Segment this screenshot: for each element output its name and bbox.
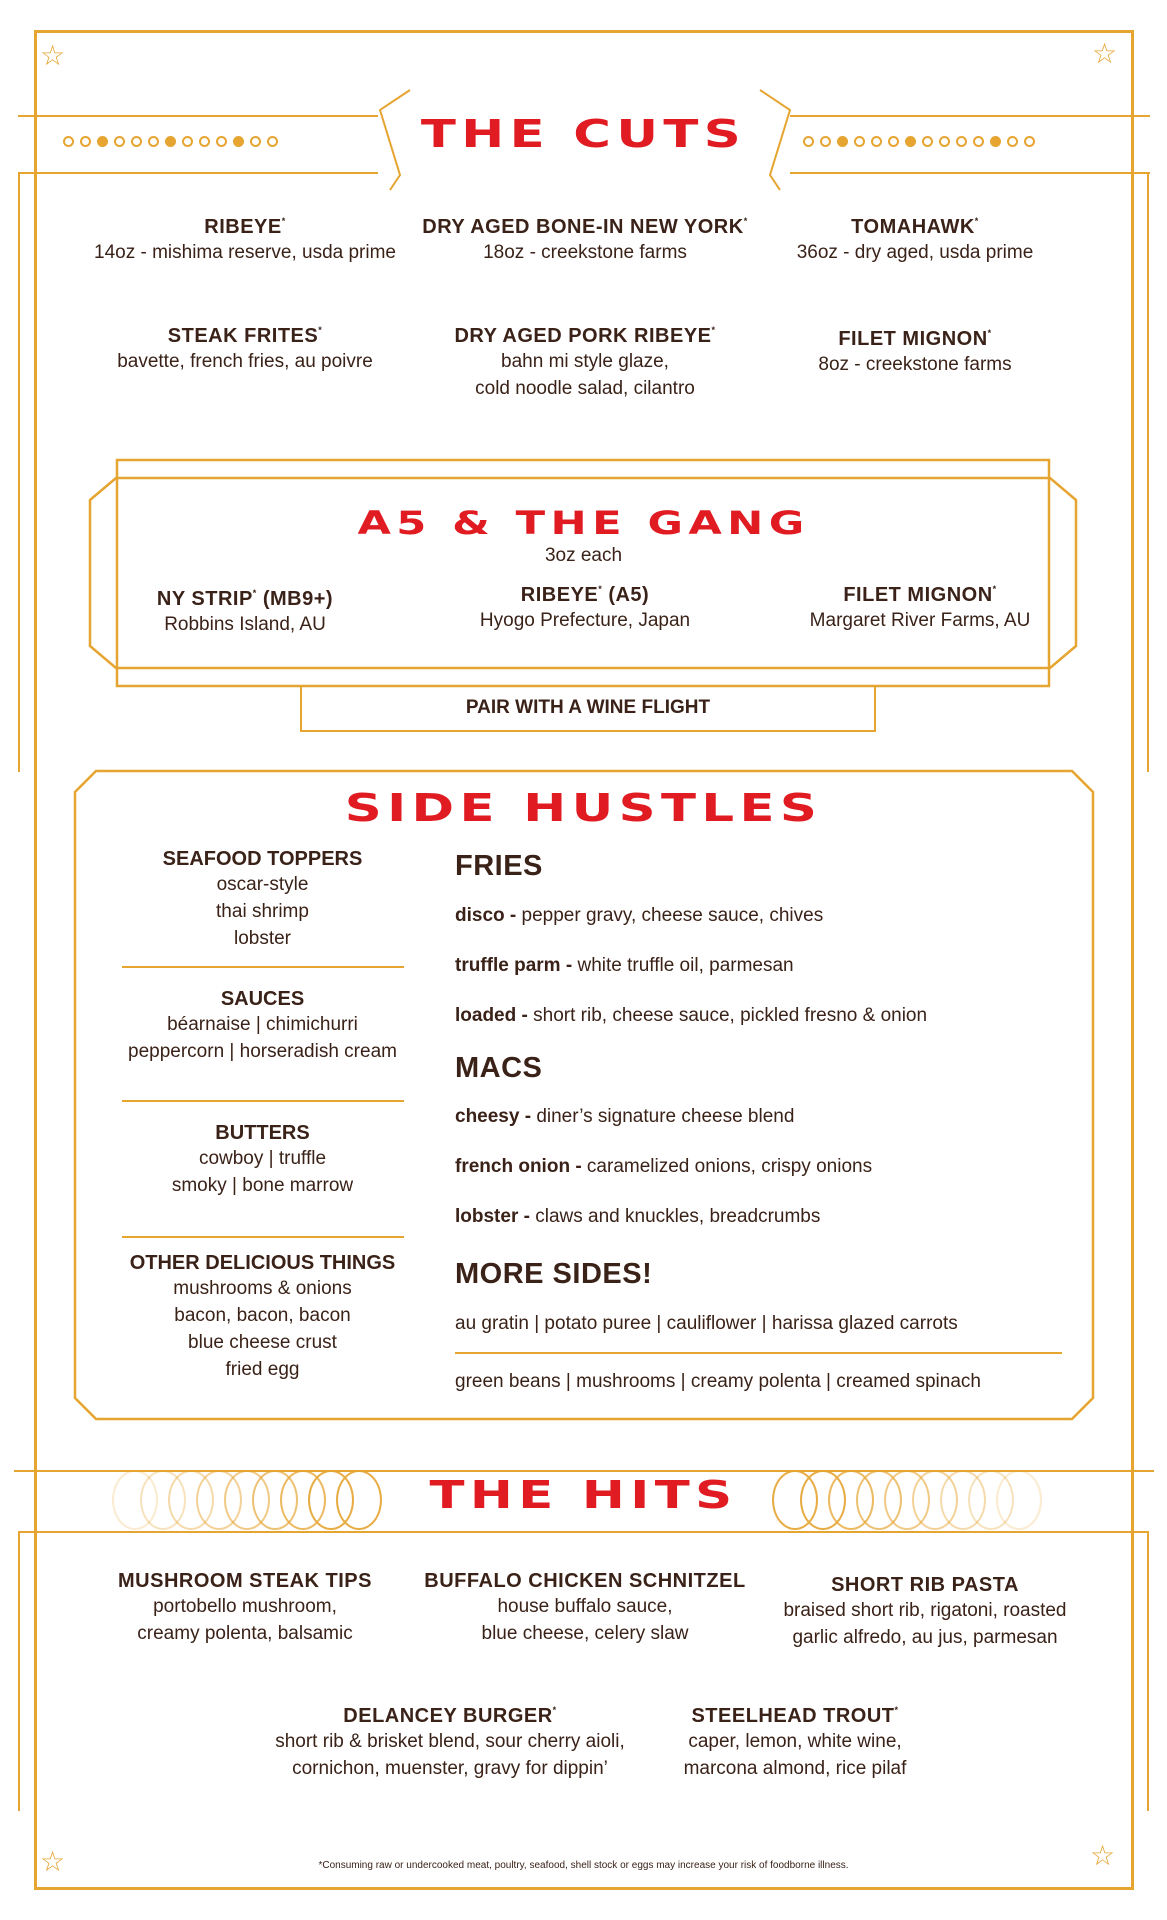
seafood-line: lobster	[233, 928, 292, 949]
gang-desc: Hyogo Prefecture, Japan	[479, 610, 691, 631]
frame-right	[1131, 30, 1134, 1890]
other-things-heading: OTHER DELICIOUS THINGS	[129, 1252, 396, 1274]
hits-rule-left	[18, 1531, 20, 1811]
gang-name: NY STRIP* (MB9+)	[156, 588, 334, 610]
footnote: *Consuming raw or undercooked meat, poultry, seafood, shell stock or eggs may increase your risk of foodborne illness.	[318, 1860, 849, 1871]
cut-item	[745, 216, 1085, 266]
gang-item	[110, 588, 380, 638]
gang-title: A5 & THE GANG	[357, 504, 810, 542]
fries-item: disco - pepper gravy, cheese sauce, chives	[455, 905, 824, 926]
sauces-line: peppercorn | horseradish cream	[128, 1041, 397, 1062]
cuts-under-left	[18, 172, 378, 174]
seafood-line: thai shrimp	[216, 901, 309, 922]
butters-line: cowboy | truffle	[198, 1148, 327, 1169]
hit-item	[760, 1574, 1090, 1651]
divider	[122, 1100, 404, 1102]
cut-desc: 8oz - creekstone farms	[818, 354, 1012, 375]
cut-name: FILET MIGNON*	[838, 328, 992, 350]
hit-item	[240, 1705, 660, 1782]
macs-item: lobster - claws and knuckles, breadcrumbs	[455, 1206, 821, 1227]
cuts-under-right	[790, 172, 1150, 174]
frame-bottom	[34, 1887, 1134, 1890]
other-line: blue cheese crust	[188, 1332, 337, 1353]
cut-desc: bavette, french fries, au poivre	[117, 351, 373, 372]
hit-desc: garlic alfredo, au jus, parmesan	[792, 1627, 1058, 1648]
macs-item: cheesy - diner’s signature cheese blend	[455, 1106, 795, 1127]
hit-desc: cornichon, muenster, gravy for dippin’	[292, 1758, 608, 1779]
cut-desc: 36oz - dry aged, usda prime	[796, 242, 1034, 263]
side-rule-left	[18, 172, 20, 772]
seafood-line: oscar-style	[216, 874, 309, 895]
divider	[122, 1236, 404, 1238]
sauces-heading: SAUCES	[220, 988, 305, 1010]
divider	[122, 966, 404, 968]
cuts-title: THE CUTS	[420, 112, 747, 156]
gang-box	[86, 456, 1080, 688]
fries-heading: FRIES	[455, 850, 543, 882]
butters	[115, 1122, 410, 1199]
hits-rule-right	[1147, 1531, 1149, 1811]
macs-heading: MACS	[455, 1052, 543, 1084]
hit-desc: blue cheese, celery slaw	[481, 1623, 689, 1644]
star-icon: ☆	[1092, 38, 1118, 69]
hits-title: THE HITS	[429, 1473, 738, 1517]
hit-desc: caper, lemon, white wine,	[688, 1731, 902, 1752]
hit-desc: house buffalo sauce,	[497, 1596, 673, 1617]
cut-name: DRY AGED PORK RIBEYE*	[454, 325, 716, 347]
gang-desc: Margaret River Farms, AU	[809, 610, 1031, 631]
gang-name: RIBEYE* (A5)	[520, 584, 650, 606]
cut-desc: bahn mi style glaze,	[501, 351, 669, 372]
hit-desc: portobello mushroom,	[153, 1596, 337, 1617]
star-icon: ☆	[1090, 1840, 1116, 1871]
other-things	[115, 1252, 410, 1383]
hit-name: STEELHEAD TROUT*	[691, 1705, 899, 1727]
cut-item	[400, 216, 770, 266]
hit-item	[80, 1570, 410, 1647]
gang-subtitle: 3oz each	[544, 545, 623, 566]
seafood-toppers	[115, 848, 410, 952]
more-sides-line: green beans | mushrooms | creamy polenta | creamed spinach	[455, 1371, 981, 1392]
gang-item	[770, 584, 1070, 634]
cut-name: STEAK FRITES*	[167, 325, 323, 347]
seafood-toppers-heading: SEAFOOD TOPPERS	[162, 848, 363, 870]
fries-item: loaded - short rib, cheese sauce, pickled fresno & onion	[455, 1005, 928, 1026]
butters-heading: BUTTERS	[215, 1122, 310, 1144]
hit-name: BUFFALO CHICKEN SCHNITZEL	[424, 1570, 746, 1592]
cut-name: TOMAHAWK*	[851, 216, 979, 238]
cut-desc: 14oz - mishima reserve, usda prime	[94, 242, 396, 263]
fries-item: truffle parm - white truffle oil, parmesan	[455, 955, 794, 976]
hit-item	[400, 1570, 770, 1647]
cut-item	[400, 325, 770, 402]
butters-line: smoky | bone marrow	[171, 1175, 354, 1196]
gang-desc: Robbins Island, AU	[164, 614, 326, 635]
other-line: mushrooms & onions	[173, 1278, 352, 1299]
macs-item: french onion - caramelized onions, crispy onions	[455, 1156, 873, 1177]
sauces-line: béarnaise | chimichurri	[167, 1014, 358, 1035]
more-sides-heading: MORE SIDES!	[455, 1258, 653, 1290]
hit-name: DELANCEY BURGER*	[343, 1705, 557, 1727]
cut-desc: 18oz - creekstone farms	[483, 242, 687, 263]
hit-desc: braised short rib, rigatoni, roasted	[783, 1600, 1067, 1621]
hit-desc: marcona almond, rice pilaf	[683, 1758, 907, 1779]
divider	[455, 1352, 1062, 1354]
hit-desc: short rib & brisket blend, sour cherry aioli,	[275, 1731, 625, 1752]
more-sides-line: au gratin | potato puree | cauliflower | harissa glazed carrots	[455, 1313, 958, 1334]
frame-top	[34, 30, 1134, 33]
cut-item	[745, 328, 1085, 378]
hit-name: SHORT RIB PASTA	[831, 1574, 1019, 1596]
gang-item	[440, 584, 730, 634]
cut-name: RIBEYE*	[204, 216, 286, 238]
wine-flight-banner: PAIR WITH A WINE FLIGHT	[300, 686, 876, 732]
frame-left	[34, 30, 37, 1890]
gang-name: FILET MIGNON*	[843, 584, 997, 606]
cut-name: DRY AGED BONE-IN NEW YORK*	[422, 216, 748, 238]
side-rule-right	[1147, 172, 1149, 772]
sauces	[115, 988, 410, 1065]
cut-desc: cold noodle salad, cilantro	[475, 378, 695, 399]
cut-item	[60, 216, 430, 266]
star-icon: ☆	[40, 1846, 66, 1877]
cut-item	[60, 325, 430, 375]
other-line: bacon, bacon, bacon	[174, 1305, 351, 1326]
other-line: fried egg	[225, 1359, 300, 1380]
hit-name: MUSHROOM STEAK TIPS	[118, 1570, 372, 1592]
hit-item	[640, 1705, 950, 1782]
sides-title: SIDE HUSTLES	[344, 786, 823, 830]
star-icon: ☆	[40, 40, 66, 71]
hit-desc: creamy polenta, balsamic	[137, 1623, 353, 1644]
